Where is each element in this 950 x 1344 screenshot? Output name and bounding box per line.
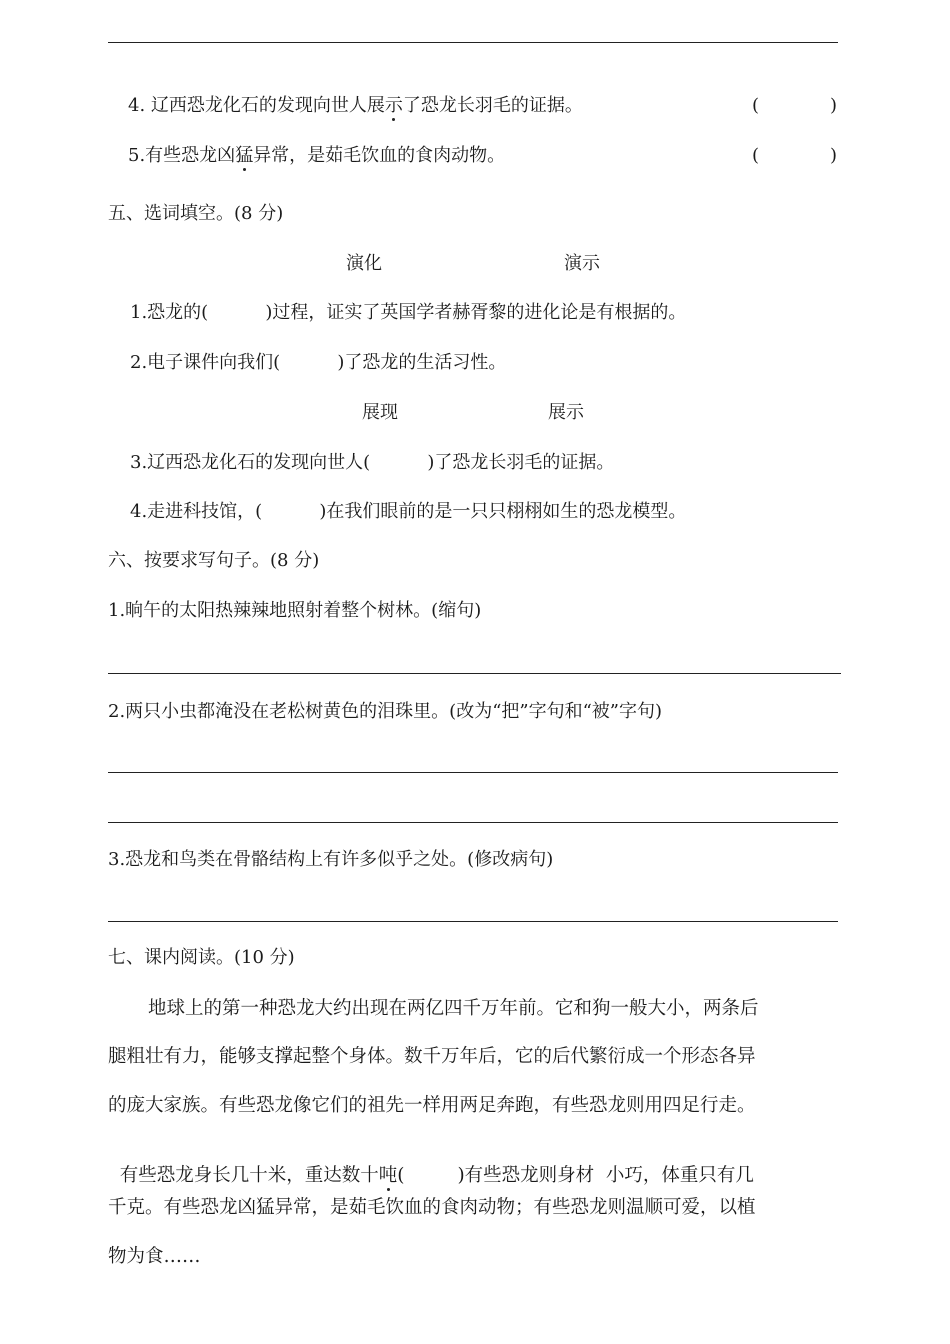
fill-item-3: 3.辽西恐龙化石的发现向世人( )了恐龙长羽毛的证据。 bbox=[130, 452, 615, 473]
sentence-task-2: 2.两只小虫都淹没在老松树黄色的泪珠里。(改为“把”字句和“被”字句) bbox=[108, 701, 663, 722]
word-option: 演化 bbox=[346, 253, 382, 274]
reading-line-4-a: 有些恐龙身长几十米，重达数十 bbox=[119, 1165, 379, 1186]
sentence-task-1: 1.晌午的太阳热辣辣地照射着整个树林。(缩句) bbox=[108, 600, 482, 621]
word-option: 展现 bbox=[362, 402, 398, 423]
reading-line: 物为食…… bbox=[108, 1246, 201, 1267]
judge-item-5-text-b: 异常，是茹毛饮血的食肉动物。 bbox=[253, 145, 506, 166]
reading-line bbox=[108, 1140, 754, 1188]
emphasis-dot-char: 猛 bbox=[235, 145, 254, 166]
section-7-title: 七、课内阅读。(10 分) bbox=[108, 947, 295, 968]
answer-paren-close: ) bbox=[830, 145, 838, 166]
reading-line-4-b: ( )有些恐龙则身材 小巧，体重只有几 bbox=[397, 1165, 754, 1186]
reading-line: 的庞大家族。有些恐龙像它们的祖先一样用两足奔跑，有些恐龙则用四足行走。 bbox=[108, 1095, 756, 1116]
answer-paren-open: ( bbox=[752, 95, 760, 116]
reading-line: 腿粗壮有力，能够支撑起整个身体。数千万年后，它的后代繁衍成一个形态各异 bbox=[108, 1046, 756, 1067]
fill-item-1: 1.恐龙的( )过程，证实了英国学者赫胥黎的进化论是有根据的。 bbox=[130, 302, 687, 323]
reading-line: 千克。有些恐龙凶猛异常，是茹毛饮血的食肉动物；有些恐龙则温顺可爱，以植 bbox=[108, 1197, 756, 1218]
judge-item-5 bbox=[128, 144, 505, 168]
emphasis-dot-char: 示 bbox=[384, 95, 403, 116]
section-6-title: 六、按要求写句子。(8 分) bbox=[108, 550, 320, 571]
answer-line bbox=[108, 772, 838, 773]
word-option: 展示 bbox=[548, 402, 584, 423]
judge-item-4-text-b: 了恐龙长羽毛的证据。 bbox=[402, 95, 583, 116]
reading-line: 地球上的第一种恐龙大约出现在两亿四千万年前。它和狗一般大小，两条后 bbox=[148, 998, 759, 1019]
word-option: 演示 bbox=[564, 253, 600, 274]
judge-item-5-text-a: 5.有些恐龙凶 bbox=[128, 145, 236, 166]
judge-item-4 bbox=[128, 94, 583, 118]
answer-paren-open: ( bbox=[752, 145, 760, 166]
answer-paren-close: ) bbox=[830, 95, 838, 116]
answer-line bbox=[108, 822, 838, 823]
emphasis-dot-char: 吨 bbox=[378, 1165, 398, 1186]
fill-item-2: 2.电子课件向我们( )了恐龙的生活习性。 bbox=[130, 352, 507, 373]
sentence-task-3: 3.恐龙和鸟类在骨骼结构上有许多似乎之处。(修改病句) bbox=[108, 849, 554, 870]
section-5-title: 五、选词填空。(8 分) bbox=[108, 203, 284, 224]
answer-line bbox=[108, 673, 841, 674]
answer-line bbox=[108, 921, 838, 922]
judge-item-4-text-a: 4. 辽西恐龙化石的发现向世人展 bbox=[128, 95, 385, 116]
top-rule bbox=[108, 42, 838, 43]
fill-item-4: 4.走进科技馆，( )在我们眼前的是一只只栩栩如生的恐龙模型。 bbox=[130, 501, 687, 522]
